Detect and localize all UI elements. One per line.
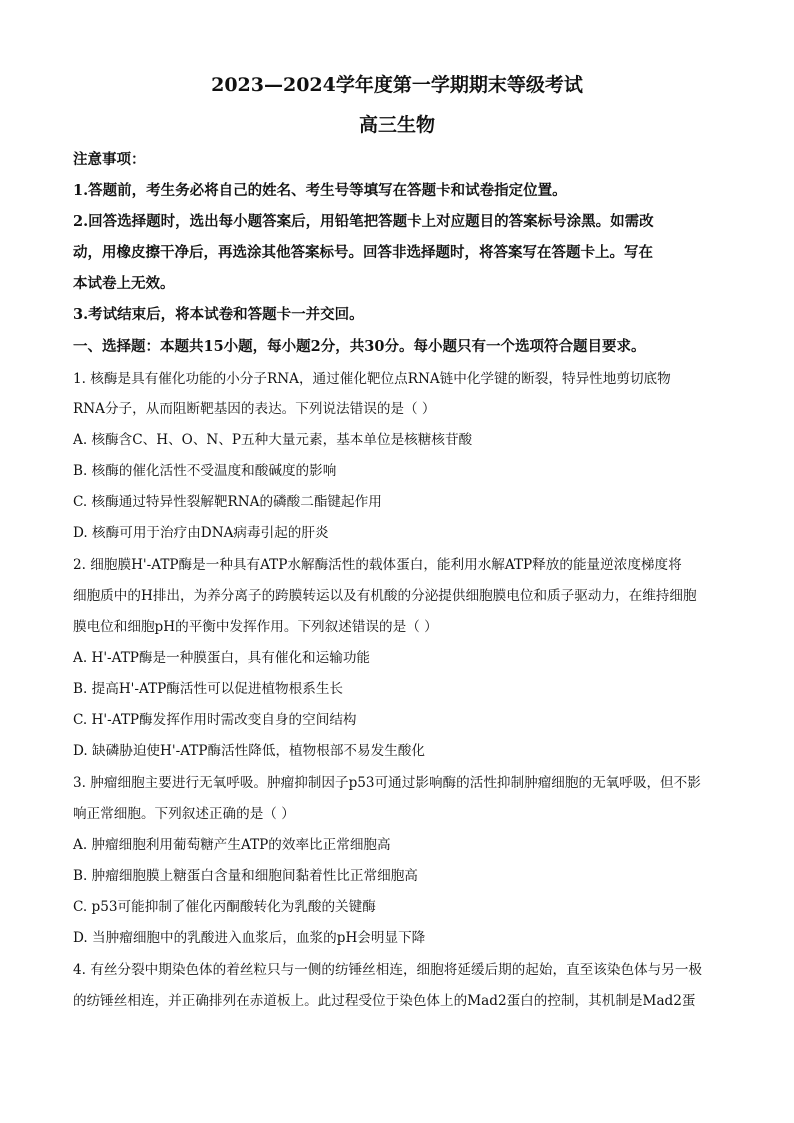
- question-1-option-d: D. 核酶可用于治疗由DNA病毒引起的肝炎: [73, 525, 329, 541]
- question-2-option-a: A. H'-ATP酶是一种膜蛋白，具有催化和运输功能: [73, 650, 371, 666]
- question-2-option-b: B. 提高H'-ATP酶活性可以促进植物根系生长: [73, 681, 344, 697]
- notice-item-1: 1.答题前，考生务必将自己的姓名、考生号等填写在答题卡和试卷指定位置。: [73, 182, 567, 199]
- question-3-stem-line-2: 响正常细胞。下列叙述正确的是（ ）: [73, 806, 295, 822]
- question-2-stem-line-1: 2. 细胞膜H'-ATP酶是一种具有ATP水解酶活性的载体蛋白，能利用水解ATP释放的能量逆浓度梯度将: [73, 557, 682, 573]
- question-2-stem-line-3: 膜电位和细胞pH的平衡中发挥作用。下列叙述错误的是（ ）: [73, 619, 438, 635]
- section-heading: 一、选择题：本题共15小题，每小题2分，共30分。每小题只有一个选项符合题目要求。: [73, 338, 646, 355]
- question-1-stem-line-2: RNA分子，从而阻断靶基因的表达。下列说法错误的是（ ）: [73, 401, 436, 417]
- exam-title: 2023—2024学年度第一学期期末等级考试: [211, 74, 583, 96]
- question-2-option-d: D. 缺磷胁迫使H'-ATP酶活性降低，植物根部不易发生酸化: [73, 743, 425, 759]
- question-2-stem-line-2: 细胞质中的H排出，为养分离子的跨膜转运以及有机酸的分泌提供细胞膜电位和质子驱动力，在维持细胞: [73, 588, 697, 604]
- question-1-option-c: C. 核酶通过特异性裂解靶RNA的磷酸二酯键起作用: [73, 494, 382, 510]
- question-4-stem-line-2: 的纺锤丝相连，并正确排列在赤道板上。此过程受位于染色体上的Mad2蛋白的控制，其机制是Mad2蛋: [73, 993, 696, 1009]
- notice-item-2-line-1: 2.回答选择题时，选出每小题答案后，用铅笔把答题卡上对应题目的答案标号涂黑。如需改: [73, 213, 654, 230]
- question-1-option-b: B. 核酶的催化活性不受温度和酸碱度的影响: [73, 463, 337, 479]
- question-4-stem-line-1: 4. 有丝分裂中期染色体的着丝粒只与一侧的纺锤丝相连，细胞将延缓后期的起始，直至该染色体与另一极: [73, 962, 703, 978]
- question-3-option-a: A. 肿瘤细胞利用葡萄糖产生ATP的效率比正常细胞高: [73, 837, 391, 853]
- question-2-option-c: C. H'-ATP酶发挥作用时需改变自身的空间结构: [73, 712, 357, 728]
- notice-item-3: 3.考试结束后，将本试卷和答题卡一并交回。: [73, 306, 364, 323]
- question-1-stem-line-1: 1. 核酶是具有催化功能的小分子RNA，通过催化靶位点RNA链中化学键的断裂，特异性地剪切底物: [73, 371, 671, 387]
- notice-item-2-line-3: 本试卷上无效。: [73, 275, 175, 292]
- question-3-option-b: B. 肿瘤细胞膜上糖蛋白含量和细胞间黏着性比正常细胞高: [73, 868, 418, 884]
- notice-item-2-line-2: 动，用橡皮擦干净后，再选涂其他答案标号。回答非选择题时，将答案写在答题卡上。写在: [73, 244, 653, 261]
- notice-heading: 注意事项：: [73, 151, 146, 168]
- question-3-option-d: D. 当肿瘤细胞中的乳酸进入血浆后，血浆的pH会明显下降: [73, 930, 426, 946]
- question-1-option-a: A. 核酶含C、H、O、N、P五种大量元素，基本单位是核糖核苷酸: [73, 432, 473, 448]
- exam-subtitle: 高三生物: [358, 114, 435, 136]
- question-3-stem-line-1: 3. 肿瘤细胞主要进行无氧呼吸。肿瘤抑制因子p53可通过影响酶的活性抑制肿瘤细胞的无氧呼吸，但不影: [73, 775, 701, 791]
- question-3-option-c: C. p53可能抑制了催化丙酮酸转化为乳酸的关键酶: [73, 899, 376, 915]
